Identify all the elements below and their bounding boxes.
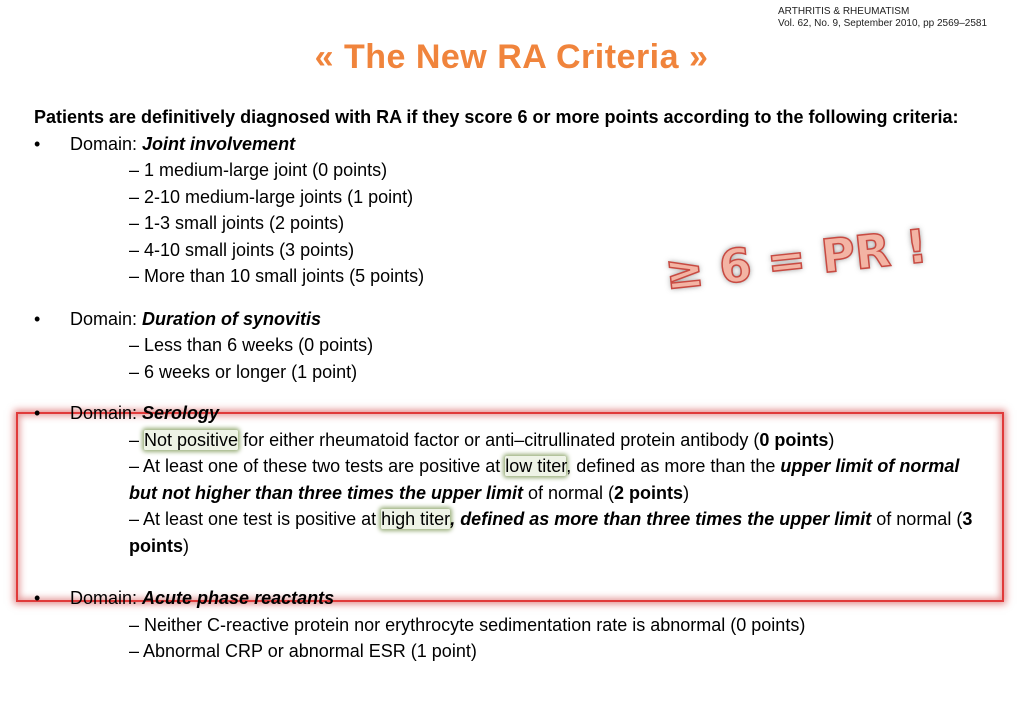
slide-title: « The New RA Criteria » <box>314 38 709 76</box>
intro-text: Patients are definitively diagnosed with RA if they score 6 or more points according to the following criteria: <box>34 107 959 127</box>
criteria-item: – More than 10 small joints (5 points) <box>129 266 425 286</box>
item-close: ) <box>183 535 189 556</box>
item-close: ) <box>683 482 690 503</box>
score-annotation: ≥ 6 = PR ! <box>662 218 930 300</box>
domain-acute-phase-reactants <box>34 585 974 612</box>
serology-item-negative <box>34 427 974 454</box>
serology-item-high-titer <box>34 506 974 559</box>
item-text: – At least one test is positive at <box>129 509 382 529</box>
item-text: for either rheumatoid factor or anti–citrullinated protein antibody ( <box>238 429 760 450</box>
domain-title: Joint involvement <box>142 133 296 154</box>
criteria-item: – 1 medium-large joint (0 points) <box>129 160 388 180</box>
domain-label: Domain: <box>70 403 143 423</box>
citation-volume: Vol. 62, No. 9, September 2010, pp 2569–2581 <box>778 18 988 29</box>
bullet: • <box>34 403 41 423</box>
criteria-item: – 4-10 small joints (3 points) <box>129 239 355 260</box>
domain-title: Acute phase reactants <box>142 588 335 608</box>
domain-label: Domain: <box>70 133 143 154</box>
citation-journal: ARTHRITIS & RHEUMATISM <box>778 6 910 17</box>
criteria-item: – Abnormal CRP or abnormal ESR (1 point) <box>129 641 477 661</box>
domain-label: Domain: <box>70 308 143 329</box>
domain-duration-synovitis <box>34 306 974 333</box>
item-close: ) <box>828 429 835 450</box>
item-text: – At least one of these two tests are positive at <box>129 456 506 476</box>
highlight-high-titer: high titer <box>381 509 451 529</box>
criteria-item: – Less than 6 weeks (0 points) <box>129 335 374 355</box>
emphasis-text: upper limit of normal but not higher than three times the upper limit <box>129 456 960 503</box>
bullet: • <box>34 133 41 154</box>
highlight-not-positive: Not positive <box>144 429 239 450</box>
criteria-item: – Neither C-reactive protein nor erythrocyte sedimentation rate is abnormal (0 points) <box>129 614 806 635</box>
criteria-content <box>34 104 974 665</box>
domain-title: Duration of synovitis <box>142 308 322 329</box>
points-value: 2 points <box>614 482 684 503</box>
domain-joint-involvement <box>34 131 974 158</box>
criteria-item: – 6 weeks or longer (1 point) <box>129 361 358 382</box>
domain-title: Serology <box>142 403 220 423</box>
item-text: of normal ( <box>871 509 963 529</box>
criteria-item: – 2-10 medium-large joints (1 point) <box>129 186 414 207</box>
domain-label: Domain: <box>70 588 143 608</box>
citation <box>778 6 987 30</box>
points-value: 3 points <box>129 509 973 556</box>
criteria-item: – 1-3 small joints (2 points) <box>129 213 345 233</box>
domain-serology <box>34 400 974 427</box>
serology-item-low-titer <box>34 453 974 506</box>
item-text: , defined as more than the <box>566 456 781 476</box>
points-value: 0 points <box>759 429 829 450</box>
emphasis-text: , defined as more than three times the upper limit <box>450 509 872 529</box>
item-text: of normal ( <box>523 482 615 503</box>
highlight-low-titer: low titer <box>505 456 567 476</box>
bullet: • <box>34 588 41 608</box>
dash: – <box>129 429 145 450</box>
bullet: • <box>34 308 41 329</box>
